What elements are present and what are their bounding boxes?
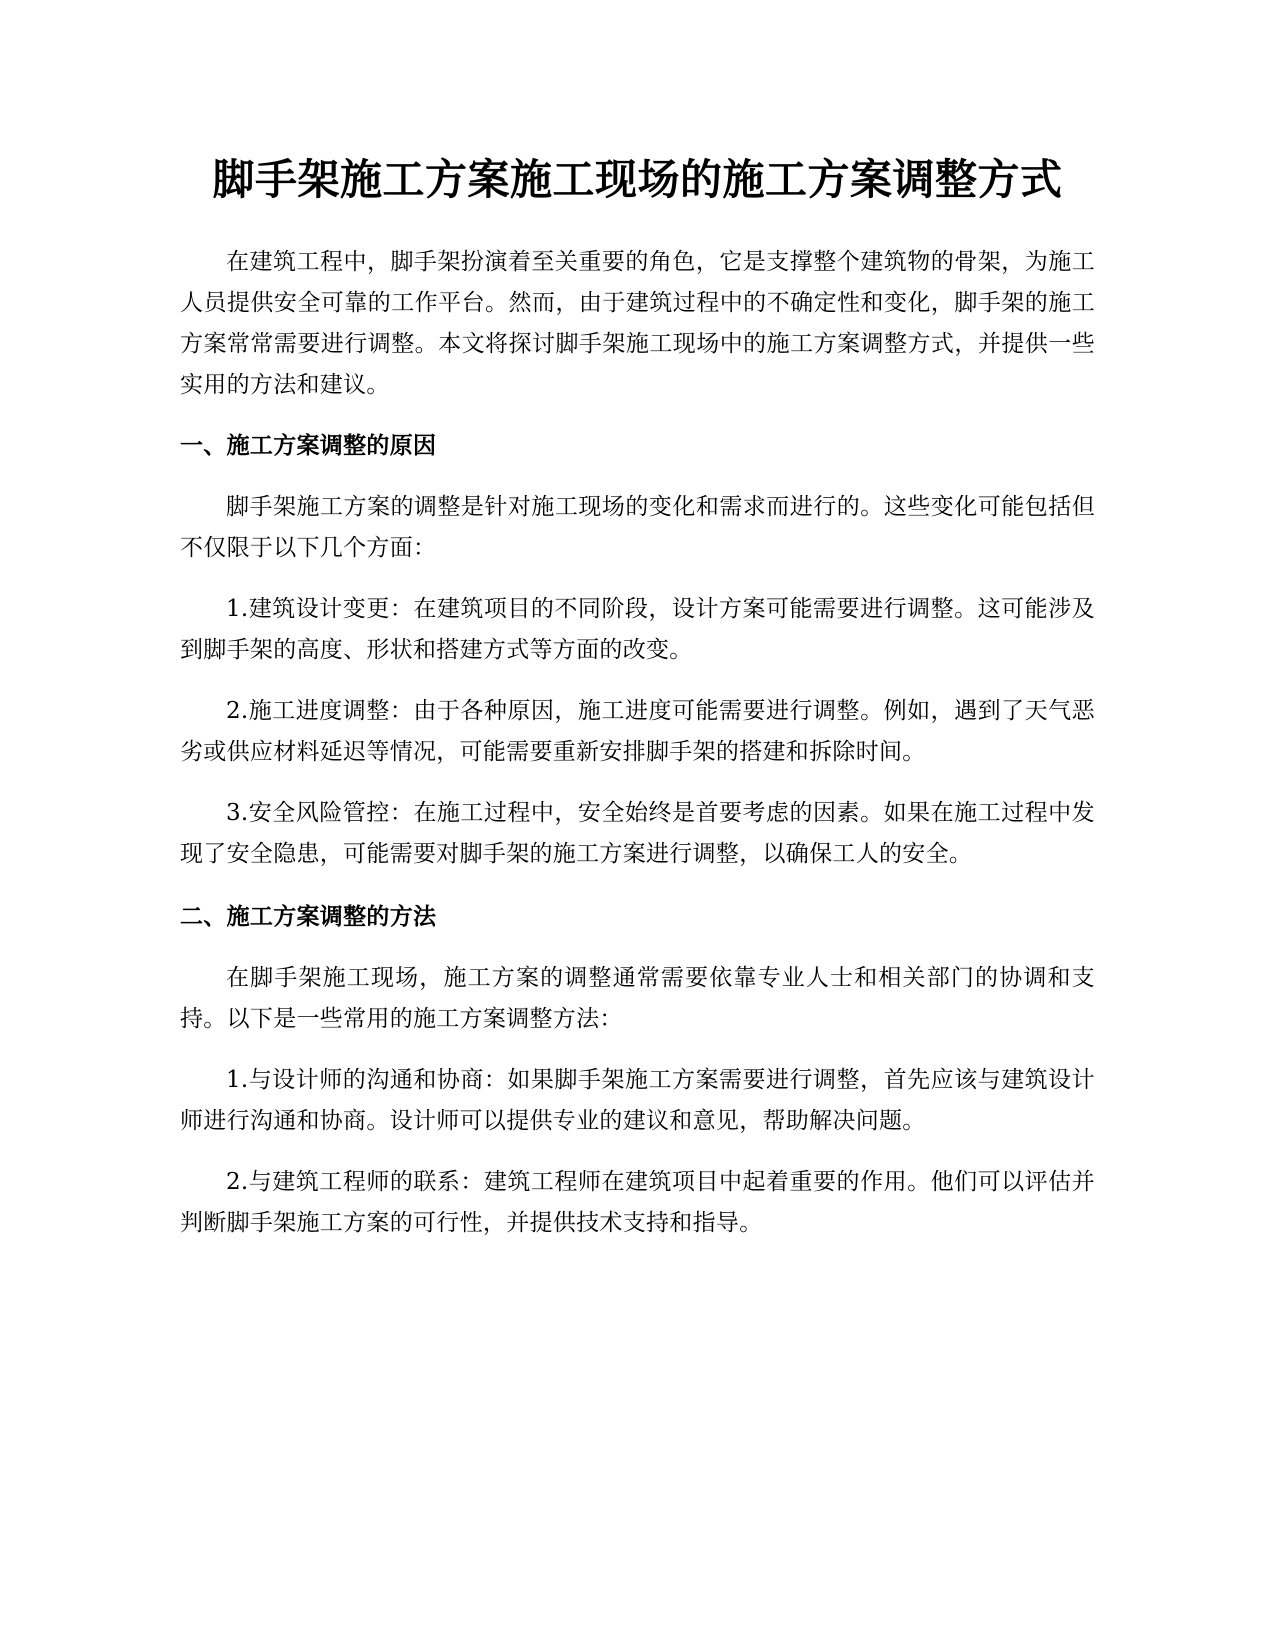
list-item-paragraph: 1.与设计师的沟通和协商：如果脚手架施工方案需要进行调整，首先应该与建筑设计师进行沟通和协商。设计师可以提供专业的建议和意见，帮助解决问题。 <box>180 1067 1095 1134</box>
document-title: 脚手架施工方案施工现场的施工方案调整方式 <box>212 155 1063 204</box>
list-item-paragraph: 2.施工进度调整：由于各种原因，施工进度可能需要进行调整。例如，遇到了天气恶劣或供应材料延迟等情况，可能需要重新安排脚手架的搭建和拆除时间。 <box>180 698 1095 765</box>
list-item-paragraph: 1.建筑设计变更：在建筑项目的不同阶段，设计方案可能需要进行调整。这可能涉及到脚手架的高度、形状和搭建方式等方面的改变。 <box>180 596 1095 663</box>
intro-paragraph: 在建筑工程中，脚手架扮演着至关重要的角色，它是支撑整个建筑物的骨架，为施工人员提供安全可靠的工作平台。然而，由于建筑过程中的不确定性和变化，脚手架的施工方案常常需要进行调整。本文将探讨脚手架施工现场中的施工方案调整方式，并提供一些实用的方法和建议。 <box>180 249 1095 398</box>
document-page <box>180 140 1095 1244</box>
section-heading-reasons: 一、施工方案调整的原因 <box>180 433 437 459</box>
paragraph: 在脚手架施工现场，施工方案的调整通常需要依靠专业人士和相关部门的协调和支持。以下是一些常用的施工方案调整方法： <box>180 965 1095 1032</box>
paragraph: 脚手架施工方案的调整是针对施工现场的变化和需求而进行的。这些变化可能包括但不仅限于以下几个方面： <box>180 494 1095 561</box>
list-item-paragraph: 3.安全风险管控：在施工过程中，安全始终是首要考虑的因素。如果在施工过程中发现了安全隐患，可能需要对脚手架的施工方案进行调整，以确保工人的安全。 <box>180 800 1095 867</box>
list-item-paragraph: 2.与建筑工程师的联系：建筑工程师在建筑项目中起着重要的作用。他们可以评估并判断脚手架施工方案的可行性，并提供技术支持和指导。 <box>180 1169 1095 1236</box>
section-heading-methods: 二、施工方案调整的方法 <box>180 904 437 930</box>
